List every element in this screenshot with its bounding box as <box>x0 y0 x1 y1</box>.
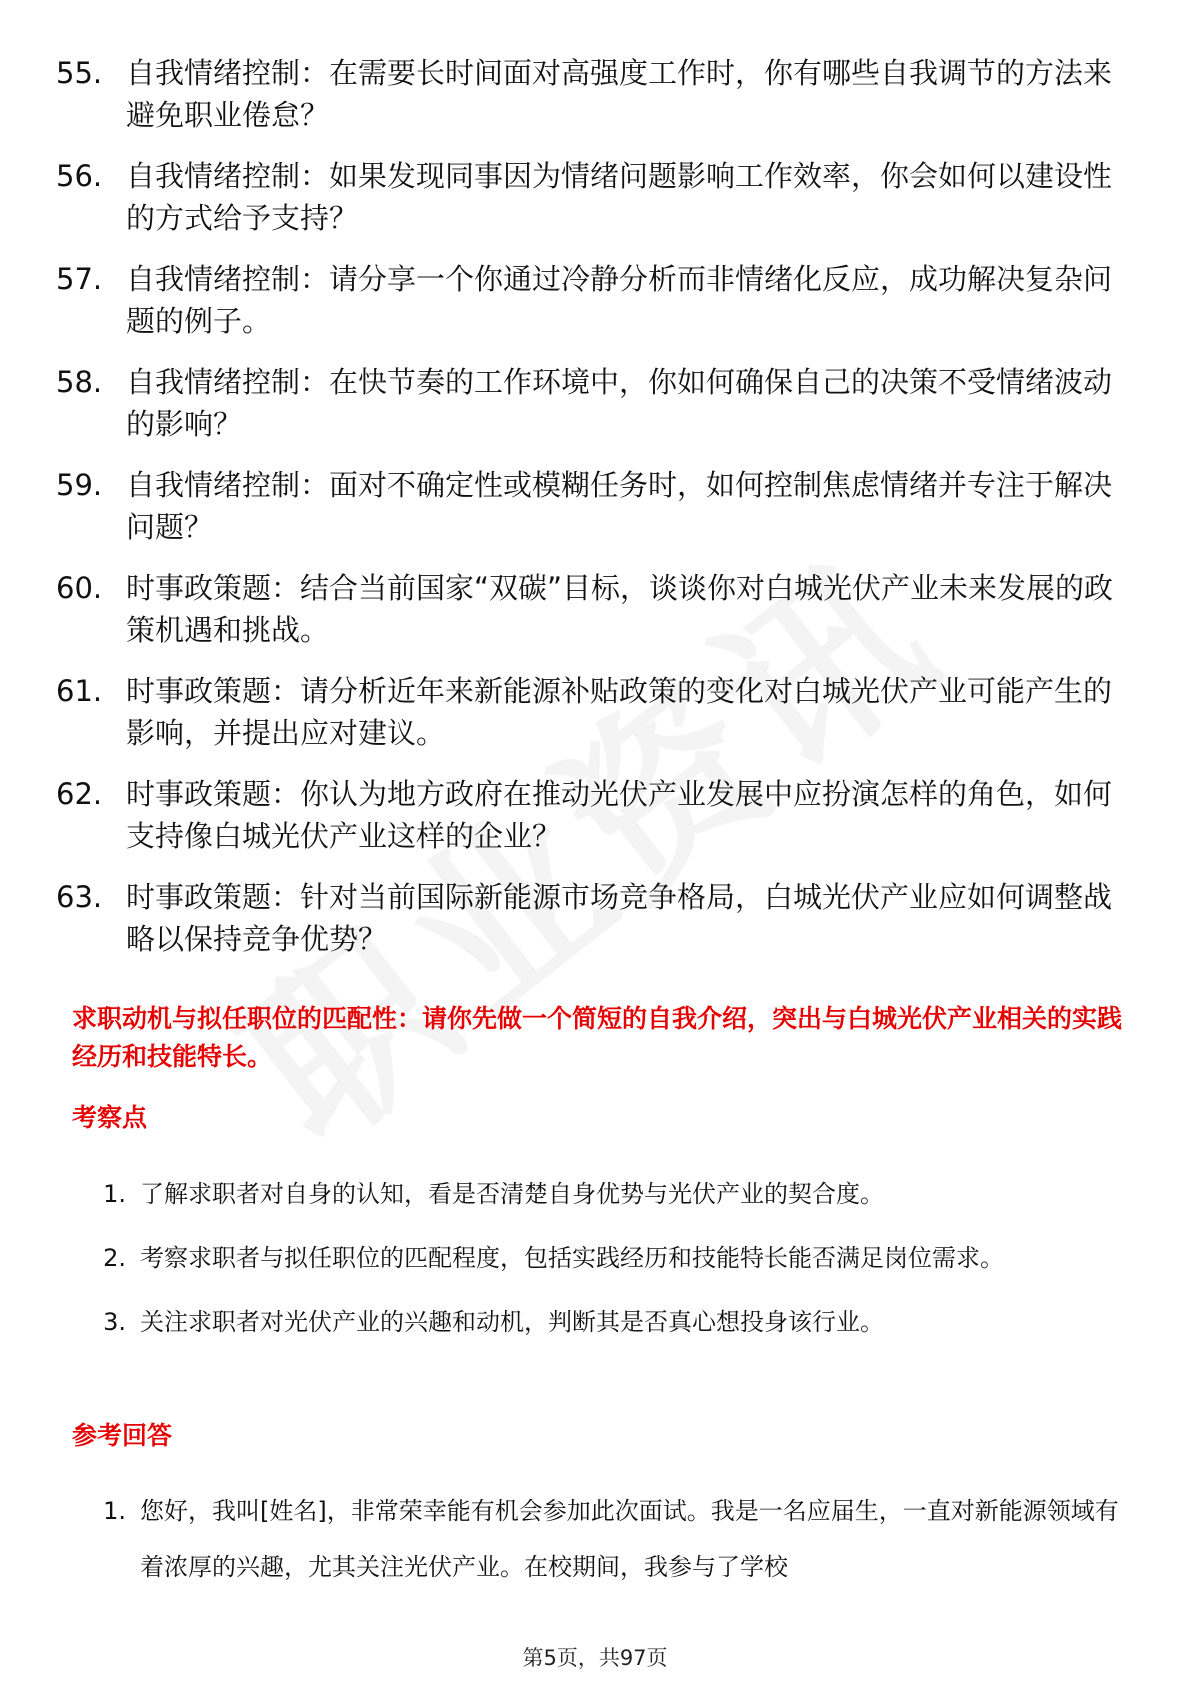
question-item <box>56 464 1136 548</box>
question-list <box>56 52 1136 979</box>
list-text: 了解求职者对自身的认知，看是否清楚自身优势与光伏产业的契合度。 <box>140 1180 884 1208</box>
question-text: 时事政策题：针对当前国际新能源市场竞争格局，白城光伏产业应如何调整战略以保持竞争优势？ <box>126 880 1113 956</box>
question-number: 56. <box>56 159 103 193</box>
assessment-heading: 考察点 <box>72 1103 148 1132</box>
page-footer: 第5页，共97页 <box>522 1646 668 1670</box>
question-number: 62. <box>56 777 103 811</box>
reference-heading: 参考回答 <box>72 1421 173 1450</box>
list-number: 3. <box>103 1308 126 1336</box>
question-number: 61. <box>56 674 103 708</box>
list-item <box>72 1230 1122 1286</box>
highlighted-question: 求职动机与拟任职位的匹配性：请你先做一个简短的自我介绍，突出与白城光伏产业相关的实践经历和技能特长。 <box>72 1004 1123 1071</box>
list-text: 关注求职者对光伏产业的兴趣和动机，判断其是否真心想投身该行业。 <box>140 1308 884 1336</box>
question-item <box>56 567 1136 651</box>
question-text: 时事政策题：请分析近年来新能源补贴政策的变化对白城光伏产业可能产生的影响，并提出应对建议。 <box>126 674 1113 750</box>
list-number: 1. <box>103 1497 126 1525</box>
question-number: 55. <box>56 56 103 90</box>
question-number: 58. <box>56 365 103 399</box>
list-text: 您好，我叫[姓名]，非常荣幸能有机会参加此次面试。我是一名应届生，一直对新能源领域有着浓厚的兴趣，尤其关注光伏产业。在校期间，我参与了学校 <box>140 1497 1119 1581</box>
question-item <box>56 361 1136 445</box>
reference-list <box>72 1483 1122 1603</box>
question-text: 自我情绪控制：如果发现同事因为情绪问题影响工作效率，你会如何以建设性的方式给予支持？ <box>126 159 1113 235</box>
question-text: 自我情绪控制：请分享一个你通过冷静分析而非情绪化反应，成功解决复杂问题的例子。 <box>126 262 1113 338</box>
list-number: 1. <box>103 1180 126 1208</box>
question-item <box>56 258 1136 342</box>
question-item <box>56 670 1136 754</box>
question-number: 60. <box>56 571 103 605</box>
question-text: 自我情绪控制：面对不确定性或模糊任务时，如何控制焦虑情绪并专注于解决问题？ <box>126 468 1113 544</box>
question-number: 59. <box>56 468 103 502</box>
question-text: 时事政策题：你认为地方政府在推动光伏产业发展中应扮演怎样的角色，如何支持像白城光伏产业这样的企业？ <box>126 777 1113 853</box>
question-number: 63. <box>56 880 103 914</box>
list-number: 2. <box>103 1244 126 1272</box>
question-item <box>56 155 1136 239</box>
question-text: 自我情绪控制：在需要长时间面对高强度工作时，你有哪些自我调节的方法来避免职业倦怠？ <box>126 56 1113 132</box>
list-item <box>72 1294 1122 1350</box>
question-number: 57. <box>56 262 103 296</box>
question-text: 自我情绪控制：在快节奏的工作环境中，你如何确保自己的决策不受情绪波动的影响？ <box>126 365 1113 441</box>
list-item <box>72 1483 1122 1595</box>
question-item <box>56 52 1136 136</box>
question-item <box>56 876 1136 960</box>
question-text: 时事政策题：结合当前国家“双碳”目标，谈谈你对白城光伏产业未来发展的政策机遇和挑战。 <box>126 571 1114 647</box>
list-item <box>72 1166 1122 1222</box>
list-text: 考察求职者与拟任职位的匹配程度，包括实践经历和技能特长能否满足岗位需求。 <box>140 1244 1004 1272</box>
question-item <box>56 773 1136 857</box>
assessment-list <box>72 1166 1122 1358</box>
